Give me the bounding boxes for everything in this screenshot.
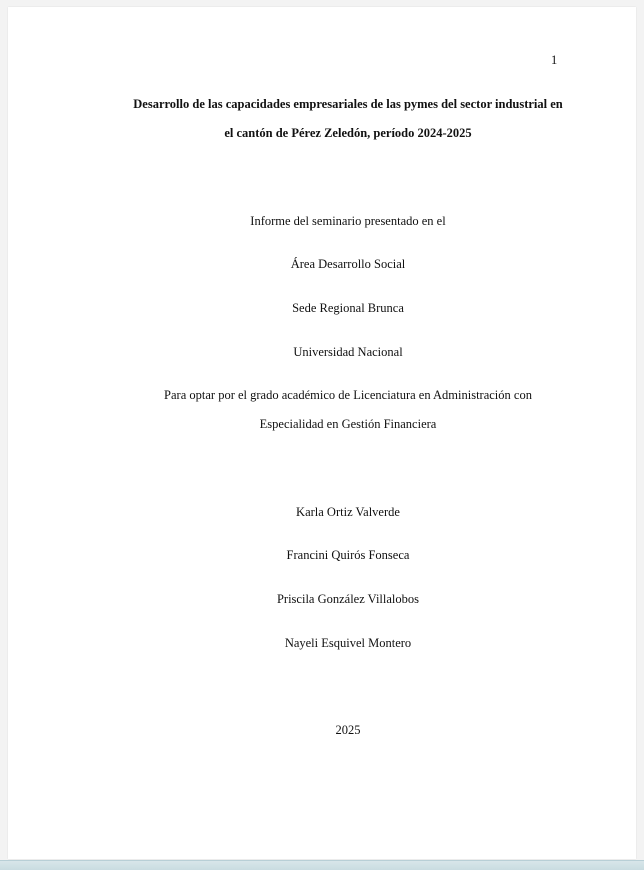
author-2: Francini Quirós Fonseca <box>286 548 410 562</box>
report-area: Área Desarrollo Social <box>290 257 406 271</box>
degree-line-2: Especialidad en Gestión Financiera <box>259 417 437 431</box>
title-line-2: el cantón de Pérez Zeledón, período 2024-2025 <box>224 126 472 140</box>
author-3: Priscila González Villalobos <box>276 592 420 606</box>
report-intro: Informe del seminario presentado en el <box>250 214 446 228</box>
author-4: Nayeli Esquivel Montero <box>284 636 412 650</box>
page-number: 1 <box>551 53 558 67</box>
document-page <box>8 7 636 859</box>
degree-line-1: Para optar por el grado académico de Licenciatura en Administración con <box>164 388 532 402</box>
title-line-1: Desarrollo de las capacidades empresariales de las pymes del sector industrial en <box>133 97 563 111</box>
report-sede: Sede Regional Brunca <box>292 301 404 315</box>
author-1: Karla Ortiz Valverde <box>296 505 400 519</box>
report-university: Universidad Nacional <box>293 345 403 359</box>
year: 2025 <box>335 723 361 737</box>
